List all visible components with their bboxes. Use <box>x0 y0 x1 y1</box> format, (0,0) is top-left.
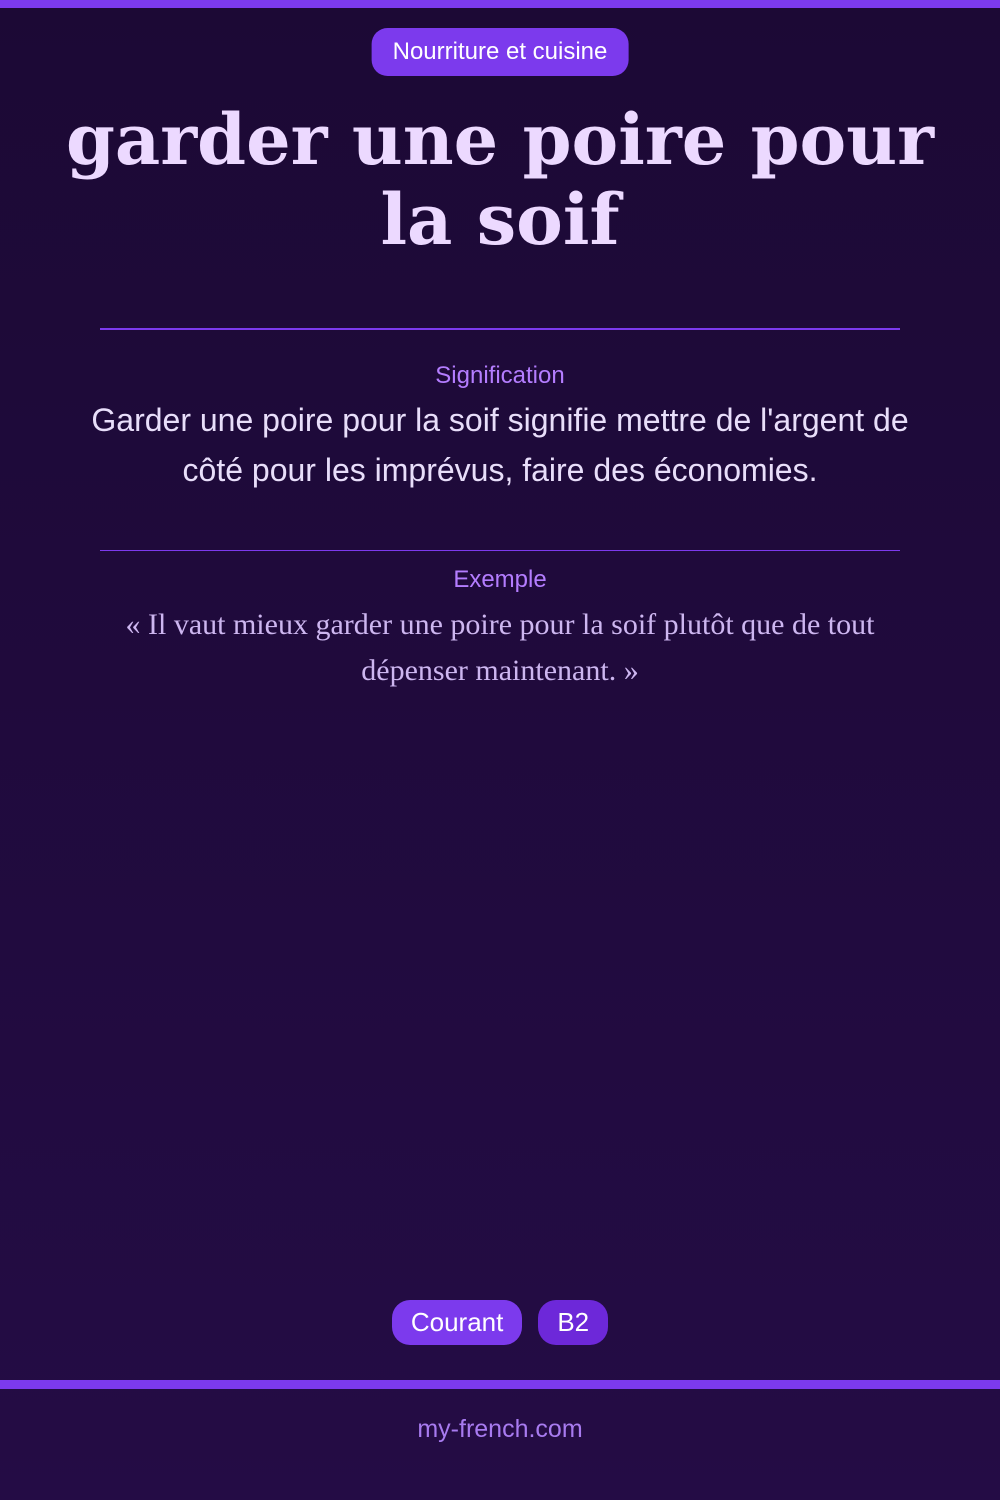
footer-accent-bar <box>0 1380 1000 1389</box>
top-accent-bar <box>0 0 1000 8</box>
footer-site-link[interactable]: my-french.com <box>417 1415 583 1443</box>
example-label: Exemple <box>453 566 547 593</box>
category-badge: Nourriture et cuisine <box>372 28 629 76</box>
expression-title: garder une poire pour la soif <box>65 98 935 261</box>
example-text: « Il vaut mieux garder une poire pour la soif plutôt que de tout dépenser maintenant. » <box>125 608 875 687</box>
tag-list <box>0 1300 1000 1345</box>
meaning-text: Garder une poire pour la soif signifie mettre de l'argent de côté pour les imprévus, faire des économies. <box>91 402 909 488</box>
example-divider <box>100 550 900 551</box>
level-tag: B2 <box>538 1300 608 1345</box>
meaning-label: Signification <box>435 362 565 389</box>
meaning-divider <box>100 328 900 330</box>
register-tag: Courant <box>392 1300 523 1345</box>
